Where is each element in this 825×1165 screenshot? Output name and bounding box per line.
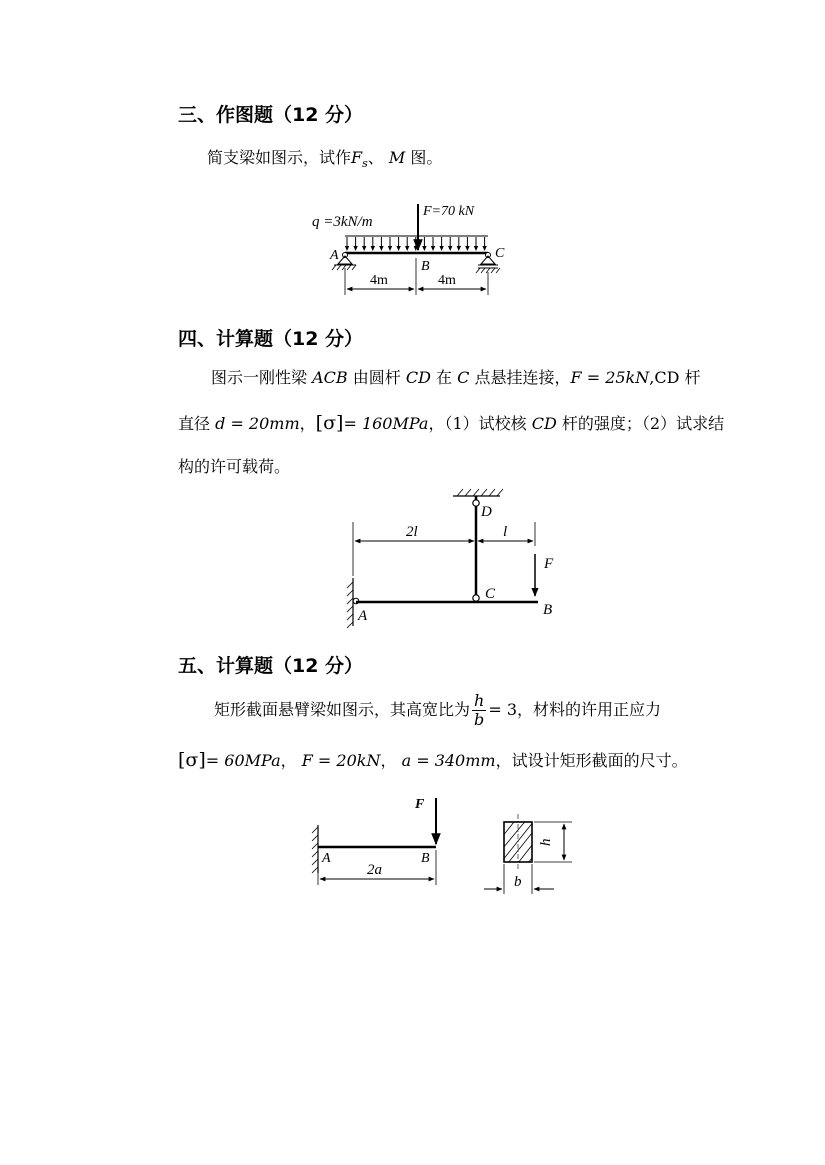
s4-stress-bracket: [σ] bbox=[315, 412, 344, 434]
load-arrow-head bbox=[431, 246, 435, 251]
dim-left: 4m bbox=[370, 273, 388, 288]
s5-sep2: ， bbox=[380, 751, 397, 770]
section4-line1 bbox=[211, 368, 701, 388]
s5-sep1: ， bbox=[280, 751, 297, 770]
load-arrow-head bbox=[379, 246, 383, 251]
s5-stress-value: = 60MPa bbox=[205, 751, 281, 770]
label-a: A bbox=[322, 851, 331, 866]
load-arrow-head bbox=[482, 246, 486, 251]
label-c: C bbox=[495, 246, 505, 261]
s4-l1-mid1: 由圆杆 bbox=[352, 368, 401, 387]
section3-heading: 三、作图题（12 分） bbox=[178, 104, 364, 126]
s5-l1-suffix: ，材料的许用正应力 bbox=[517, 700, 662, 719]
ceiling-support bbox=[453, 489, 503, 496]
s4-beam: ACB bbox=[312, 368, 348, 387]
s5-stress-bracket: [σ] bbox=[178, 749, 206, 771]
s4-l1-mid3: 点悬挂连接， bbox=[474, 368, 571, 387]
s5-ratio: = 3 bbox=[488, 700, 517, 719]
load-arrow-head bbox=[474, 246, 478, 251]
s5-suffix: ，试设计矩形截面的尺寸。 bbox=[495, 751, 688, 770]
section3-q-sep: 、 bbox=[367, 148, 384, 167]
load-arrow-head bbox=[388, 246, 392, 251]
s4-force: F = 25kN bbox=[570, 368, 650, 387]
load-arrow-head bbox=[345, 246, 349, 251]
label-b: B bbox=[421, 259, 430, 274]
s5-length: a = 340mm bbox=[401, 751, 496, 770]
section3-q-prefix: 简支梁如图示，试作 bbox=[207, 148, 352, 167]
s4-diameter: d = 20mm bbox=[215, 414, 300, 433]
load-arrow-head bbox=[457, 246, 461, 251]
dimension-line bbox=[345, 258, 488, 295]
label-d: D bbox=[481, 504, 492, 520]
load-arrow-head bbox=[371, 246, 375, 251]
s4-l2-comma: ， bbox=[299, 414, 316, 433]
load-arrow-head bbox=[439, 246, 443, 251]
s4-stress-value: = 160MPa bbox=[343, 414, 429, 433]
dim-2a: 2a bbox=[367, 862, 382, 878]
dimension-lines bbox=[353, 522, 535, 576]
section5-cantilever-figure bbox=[305, 795, 445, 890]
load-arrow-head bbox=[405, 246, 409, 251]
label-b: B bbox=[543, 602, 553, 618]
section4-figure bbox=[340, 486, 570, 626]
section5-line2 bbox=[178, 750, 688, 771]
s4-l1-prefix: 图示一刚性梁 bbox=[211, 368, 308, 387]
load-arrow-head bbox=[422, 246, 426, 251]
wall-support bbox=[312, 825, 318, 873]
dim-right: 4m bbox=[438, 273, 456, 288]
load-F-label: F=70 kN bbox=[423, 204, 475, 219]
section3-figure bbox=[300, 196, 530, 301]
s4-l1-mid2: 在 bbox=[436, 368, 453, 387]
load-arrow-head bbox=[448, 246, 452, 251]
s4-l2-mid: ，（1）试校核 bbox=[428, 414, 527, 433]
label-c: C bbox=[485, 586, 496, 602]
section5-line1 bbox=[214, 690, 661, 730]
s4-l1-suffix: ,CD 杆 bbox=[649, 368, 701, 387]
s5-force: F = 20kN bbox=[301, 751, 381, 770]
s5-l1-prefix: 矩形截面悬臂梁如图示，其高宽比为 bbox=[214, 700, 471, 719]
section3-q-suffix: 图。 bbox=[410, 148, 443, 167]
load-q-label: q =3kN/m bbox=[312, 214, 373, 230]
section4-line3: 构的许可载荷。 bbox=[178, 457, 291, 476]
label-b: B bbox=[421, 851, 430, 866]
section5-heading: 五、计算题（12 分） bbox=[178, 655, 364, 677]
dim-2l: 2l bbox=[406, 524, 418, 540]
load-arrow-head bbox=[362, 246, 366, 251]
dim-l: l bbox=[503, 524, 508, 540]
ratio-fraction bbox=[472, 692, 486, 729]
s4-point: C bbox=[457, 368, 470, 387]
frac-den: b bbox=[474, 710, 485, 729]
s4-rod-2: CD bbox=[531, 414, 557, 433]
section4-line2 bbox=[178, 413, 724, 434]
section4-heading: 四、计算题（12 分） bbox=[178, 328, 364, 350]
section3-q-M: M bbox=[388, 148, 406, 167]
load-arrow-head bbox=[465, 246, 469, 251]
section3-question bbox=[207, 148, 442, 174]
distributed-load bbox=[345, 236, 488, 251]
label-a: A bbox=[330, 248, 339, 263]
label-b: b bbox=[514, 874, 522, 890]
s4-rod: CD bbox=[405, 368, 431, 387]
load-arrow-head bbox=[353, 246, 357, 251]
load-arrow-head bbox=[396, 246, 400, 251]
section3-q-F: F bbox=[351, 148, 363, 167]
section3-q-sub: s bbox=[362, 157, 368, 170]
s4-l2-suffix: 杆的强度；（2）试求结 bbox=[561, 414, 725, 433]
section5-cross-section-figure bbox=[482, 812, 577, 897]
label-h: h bbox=[538, 838, 554, 846]
label-a: A bbox=[358, 608, 368, 624]
label-f: F bbox=[544, 556, 554, 572]
label-f: F bbox=[415, 797, 425, 812]
s4-l2-prefix: 直径 bbox=[178, 414, 211, 433]
frac-num: h bbox=[474, 691, 485, 710]
